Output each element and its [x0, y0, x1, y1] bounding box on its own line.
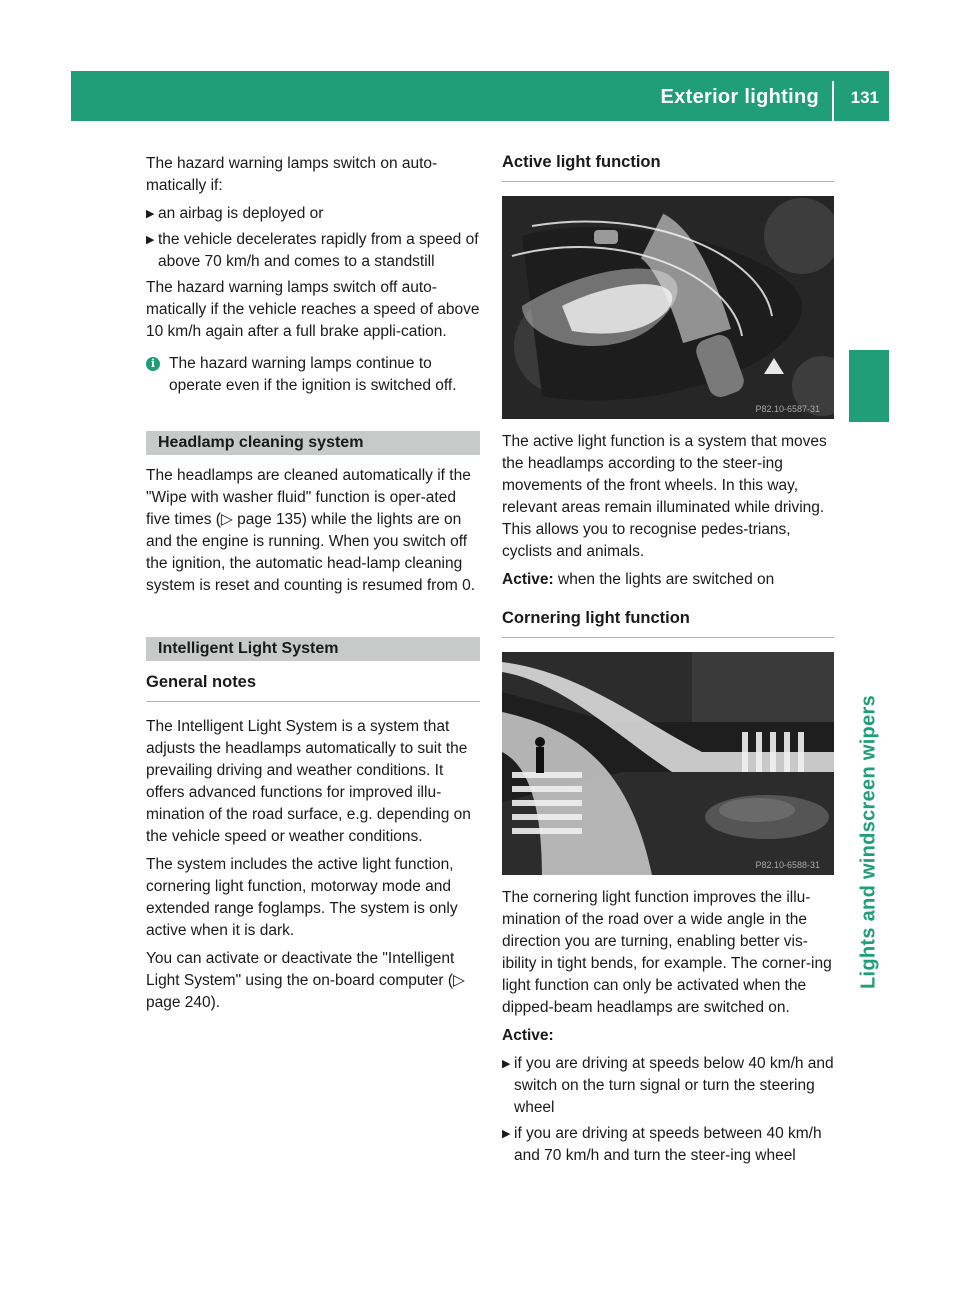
intro-text: The hazard warning lamps switch on auto-matically if: [146, 155, 438, 194]
info-text: The hazard warning lamps continue to operate even if the ignition is switched off. [169, 355, 457, 394]
info-note [146, 353, 480, 397]
general-notes-heading: General notes [146, 671, 480, 702]
bullet-marker-icon: ▶ [146, 234, 155, 246]
cornering-light-text: The cornering light function improves the illu-mination of the road over a wide angle in the direction you are turning, enabling better vis-ibility in tight bends, for example. The corner-ing light function can only be activated when the dipped-beam headlamps are switched on. [502, 889, 832, 1016]
active-label: Active: [502, 1027, 554, 1044]
chapter-tab [849, 350, 889, 422]
list-item [146, 203, 480, 225]
cornering-light-illustration [502, 652, 834, 875]
active-value: when the lights are switched on [558, 571, 775, 588]
bullet-marker-icon: ▶ [146, 208, 155, 220]
page-header [71, 71, 889, 121]
image-code: P82.10-6587-31 [755, 404, 820, 414]
active-condition [502, 569, 834, 591]
chapter-label: Lights and windscreen wipers [857, 694, 880, 990]
general-notes-text: The system includes the active light function, cornering light function, motorway mode and extended range foglamps. The system is only active when it is dark. [146, 856, 458, 939]
hazard-off-text: The hazard warning lamps switch off auto-matically if the vehicle reaches a speed of above 10 km/h again after a full brake appli-cation. [146, 279, 480, 340]
list-item [502, 1053, 834, 1119]
bullet-marker-icon: ▶ [502, 1128, 511, 1140]
header-divider [832, 81, 834, 121]
ils-heading: Intelligent Light System [146, 637, 480, 661]
active-light-heading: Active light function [502, 151, 834, 182]
active-label: Active: [502, 571, 554, 588]
bullet-text: if you are driving at speeds between 40 km/h and 70 km/h and turn the steer-ing wheel [514, 1125, 822, 1164]
page-number: 131 [850, 88, 879, 107]
active-light-text: The active light function is a system that moves the headlamps according to the steer-ing movements of the front wheels. In this way, relevant areas remain illuminated while driving. This allows you to recognise pedes-trians, cyclists and animals. [502, 433, 827, 560]
list-item [502, 1123, 834, 1167]
bullet-text: the vehicle decelerates rapidly from a speed of above 70 km/h and comes to a standstill [158, 231, 479, 270]
bullet-marker-icon: ▶ [502, 1058, 511, 1070]
general-notes-text: The Intelligent Light System is a system that adjusts the headlamps automatically to suit the prevailing driving and weather conditions. It offers advanced functions for improved illu-mination of the road surface, e.g. depending on the vehicle speed or weather conditions. [146, 718, 471, 845]
list-item [146, 229, 480, 273]
left-column [146, 153, 480, 1020]
section-title: Exterior lighting [660, 86, 819, 108]
info-icon: i [146, 357, 160, 371]
headlamp-cleaning-heading: Headlamp cleaning system [146, 431, 480, 455]
bullet-text: if you are driving at speeds below 40 km/h and switch on the turn signal or turn the steering wheel [514, 1055, 834, 1116]
general-notes-text: You can activate or deactivate the "Intelligent Light System" using the on-board computer (▷ page 240). [146, 950, 465, 1011]
cornering-active-label [502, 1025, 834, 1047]
bullet-text: an airbag is deployed or [158, 205, 324, 222]
right-column [502, 151, 834, 1171]
active-light-illustration [502, 196, 834, 419]
headlamp-cleaning-text: The headlamps are cleaned automatically if the "Wipe with washer fluid" function is oper-ated five times (▷ page 135) while the lights are on and the engine is running. When you switch off the ignition, the automatic head-lamp cleaning system is reset and counting is resumed from 0. [146, 467, 476, 594]
image-code: P82.10-6588-31 [755, 860, 820, 870]
cornering-light-heading: Cornering light function [502, 607, 834, 638]
